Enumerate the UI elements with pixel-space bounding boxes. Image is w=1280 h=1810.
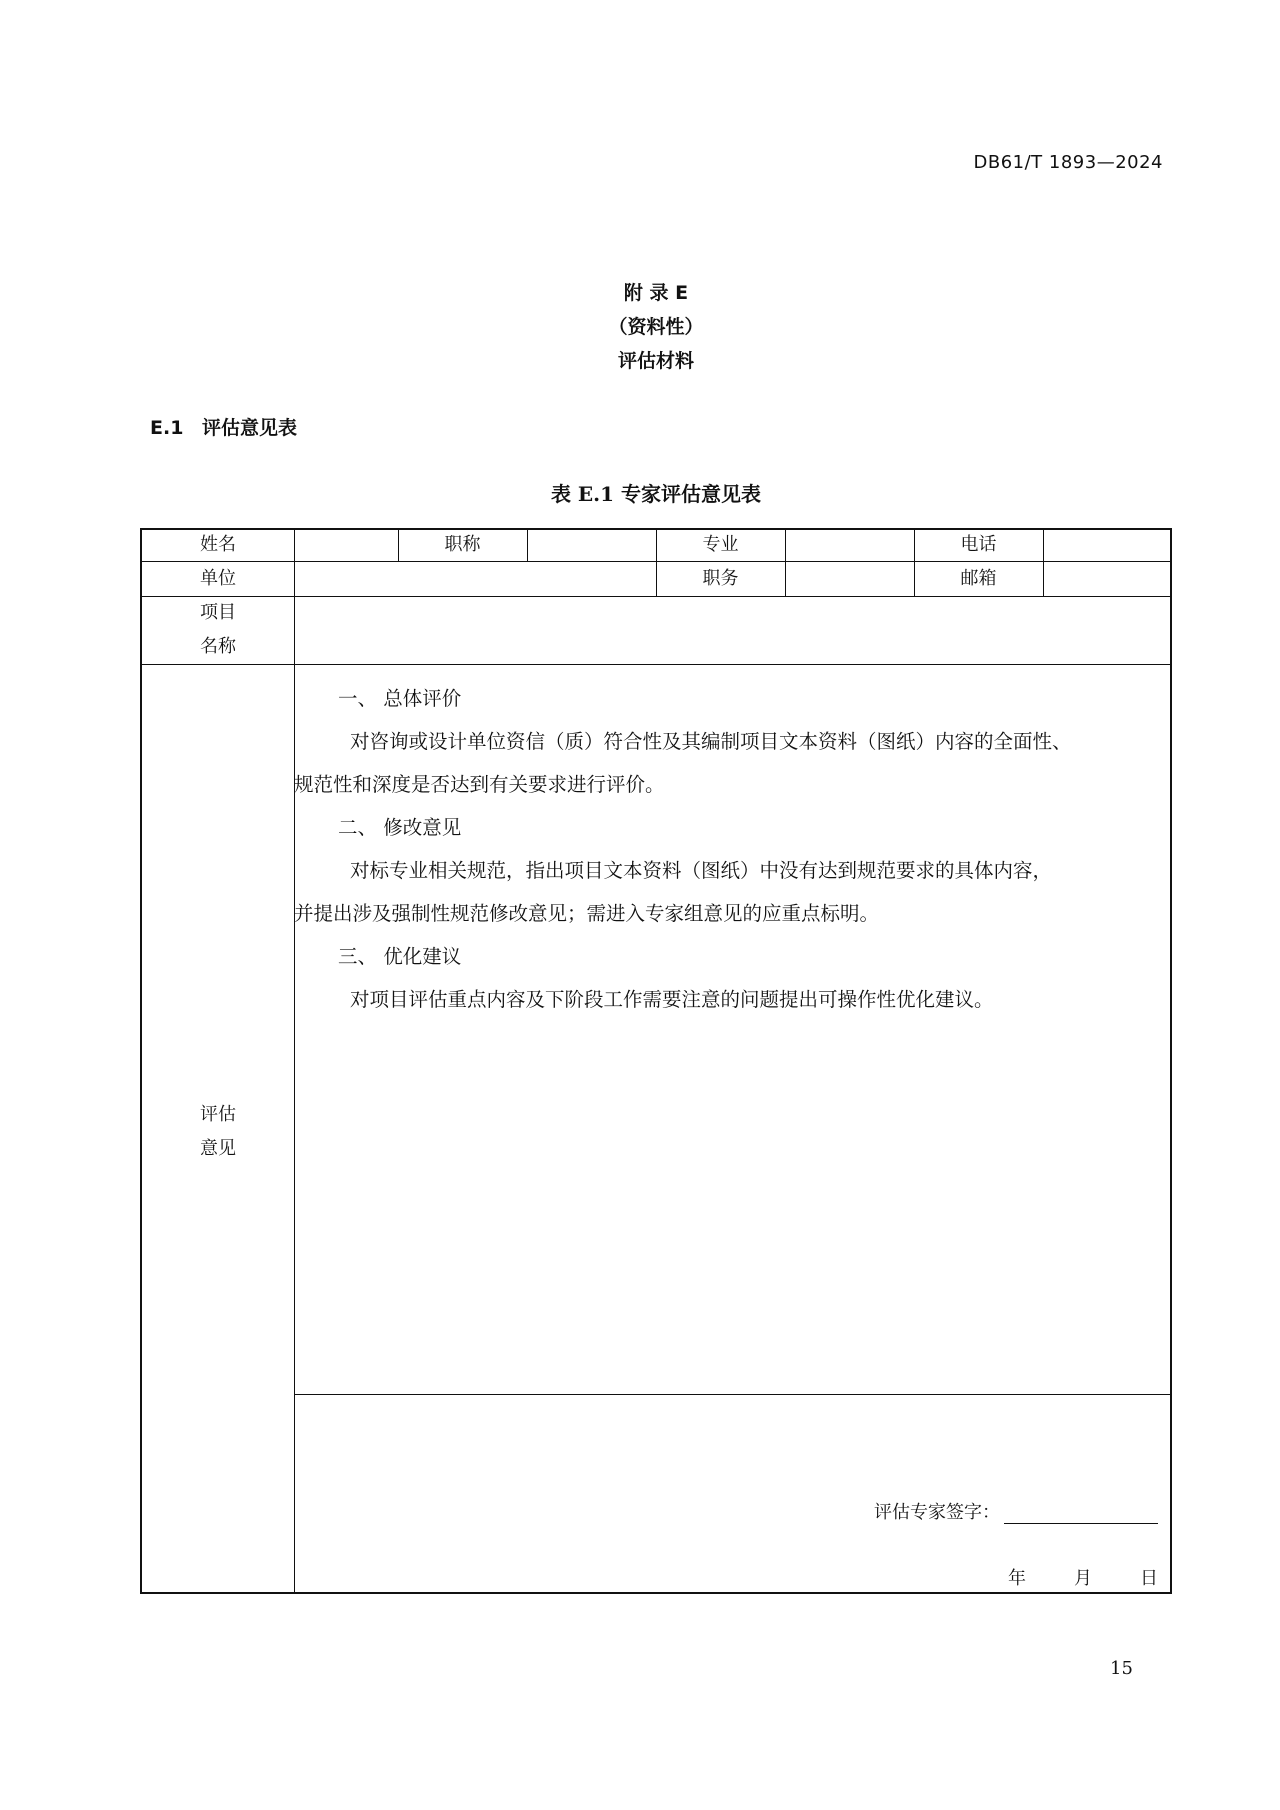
row-divider (142, 664, 1170, 665)
optimization-text: 对项目评估重点内容及下阶段工作需要注意的问题提出可操作性优化建议。 (350, 988, 994, 1011)
email-label: 邮箱 (960, 568, 997, 589)
appendix-heading (0, 276, 1280, 378)
date-day: 日 (1140, 1568, 1158, 1589)
standard-code: DB61/T 1893—2024 (973, 152, 1163, 173)
project-name-label-line2: 名称 (200, 636, 236, 657)
date-year: 年 (1008, 1568, 1026, 1589)
column-divider (785, 530, 786, 596)
row-divider (142, 596, 1170, 597)
revision-opinion-text-2: 并提出涉及强制性规范修改意见；需进入专家组意见的应重点标明。 (294, 902, 880, 925)
overall-evaluation-text-1: 对咨询或设计单位资信（质）符合性及其编制项目文本资料（图纸）内容的全面性、 (350, 730, 1072, 753)
table-caption: 表 E.1 专家评估意见表 (550, 482, 762, 506)
overall-evaluation-text-2: 规范性和深度是否达到有关要求进行评价。 (294, 773, 665, 796)
position-label: 职务 (702, 568, 739, 589)
revision-opinion-heading: 二、 修改意见 (338, 816, 462, 839)
signature-line[interactable] (1004, 1505, 1158, 1524)
phone-label: 电话 (960, 534, 997, 555)
appendix-title: 评估材料 (617, 350, 694, 372)
overall-evaluation-heading: 一、 总体评价 (338, 687, 462, 710)
opinion-label (142, 1098, 294, 1166)
project-name-label (142, 596, 294, 664)
opinion-label-line2: 意见 (200, 1138, 236, 1159)
column-divider (527, 530, 528, 561)
title-label: 职称 (444, 534, 481, 555)
optimization-heading: 三、 优化建议 (338, 945, 462, 968)
signature-label: 评估专家签字： (874, 1502, 1000, 1523)
expert-opinion-table (140, 528, 1172, 1594)
column-divider (1043, 530, 1044, 596)
appendix-nature: （资料性） (608, 316, 704, 338)
date-row (960, 1564, 1158, 1590)
revision-opinion-text-1: 对标专业相关规范，指出项目文本资料（图纸）中没有达到规范要求的具体内容， (350, 859, 1053, 882)
section-title: 评估意见表 (202, 417, 298, 439)
appendix-label: 附 录 E (623, 282, 689, 304)
opinion-content (294, 677, 1164, 1021)
project-name-label-line1: 项目 (200, 602, 236, 623)
page-number: 15 (1110, 1658, 1133, 1679)
major-label: 专业 (702, 534, 739, 555)
opinion-label-line1: 评估 (200, 1104, 236, 1125)
name-label: 姓名 (200, 534, 236, 555)
signature-divider (294, 1394, 1170, 1395)
section-number: E.1 (150, 417, 184, 439)
unit-label: 单位 (200, 568, 236, 589)
date-month: 月 (1074, 1568, 1092, 1589)
section-heading (150, 413, 297, 440)
signature-row (874, 1498, 1158, 1524)
